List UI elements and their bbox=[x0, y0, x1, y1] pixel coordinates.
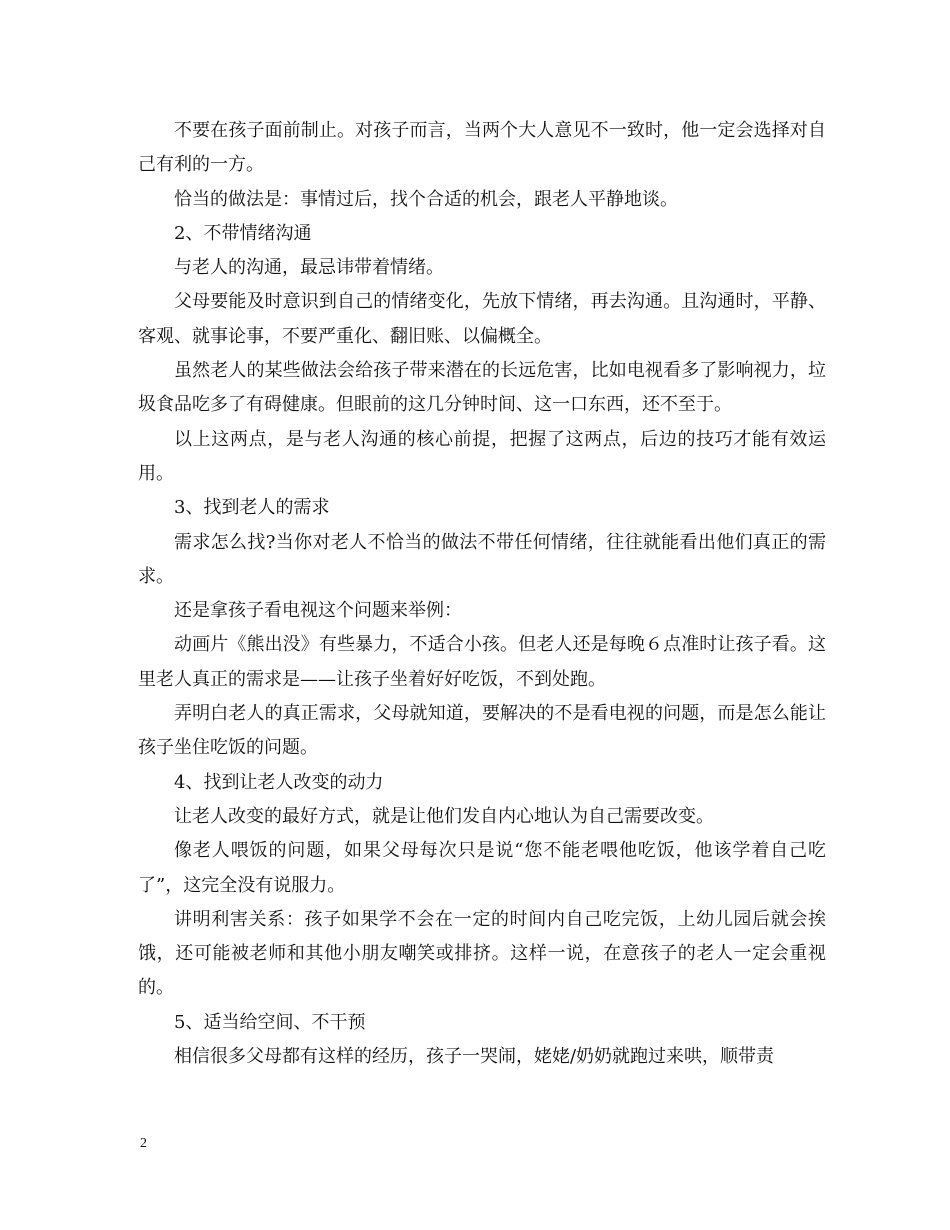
section-heading-5: 5、适当给空间、不干预 bbox=[174, 1011, 366, 1033]
body-text bbox=[138, 114, 826, 1074]
paragraph-10: 弄明白老人的真正需求，父母就知道，要解决的不是看电视的问题，而是怎么能让孩子坐住吃饭的问题。 bbox=[138, 703, 826, 759]
section-heading-2: 2、不带情绪沟通 bbox=[174, 222, 312, 244]
paragraph-12: 像老人喂饭的问题，如果父母每次只是说“您不能老喂他吃饭，他该学着自己吃了”，这完全没有说服力。 bbox=[138, 840, 826, 896]
paragraph-8: 还是拿孩子看电视这个问题来举例： bbox=[174, 600, 462, 622]
paragraph-6: 以上这两点，是与老人沟通的核心前提，把握了这两点，后边的技巧才能有效运用。 bbox=[138, 428, 826, 484]
paragraph-5: 虽然老人的某些做法会给孩子带来潜在的长远危害，比如电视看多了影响视力，垃圾食品吃多了有碍健康。但眼前的这几分钟时间、这一口东西，还不至于。 bbox=[138, 360, 826, 416]
paragraph-14: 相信很多父母都有这样的经历，孩子一哭闹，姥姥/奶奶就跑过来哄，顺带责 bbox=[174, 1046, 775, 1068]
section-heading-4: 4、找到让老人改变的动力 bbox=[174, 771, 384, 793]
paragraph-1: 不要在孩子面前制止。对孩子而言，当两个大人意见不一致时，他一定会选择对自己有利的一方。 bbox=[138, 120, 826, 176]
paragraph-4: 父母要能及时意识到自己的情绪变化，先放下情绪，再去沟通。且沟通时，平静、客观、就事论事，不要严重化、翻旧账、以偏概全。 bbox=[138, 291, 826, 347]
paragraph-2: 恰当的做法是：事情过后，找个合适的机会，跟老人平静地谈。 bbox=[174, 188, 678, 210]
paragraph-13: 讲明利害关系：孩子如果学不会在一定的时间内自己吃完饭，上幼儿园后就会挨饿，还可能被老师和其他小朋友嘲笑或排挤。这样一说，在意孩子的老人一定会重视的。 bbox=[138, 908, 826, 999]
paragraph-7: 需求怎么找?当你对老人不恰当的做法不带任何情绪，往往就能看出他们真正的需求。 bbox=[138, 531, 826, 587]
section-heading-3: 3、找到老人的需求 bbox=[174, 497, 330, 519]
page-number: 2 bbox=[140, 1136, 147, 1151]
paragraph-3: 与老人的沟通，最忌讳带着情绪。 bbox=[174, 257, 444, 279]
paragraph-9: 动画片《熊出没》有些暴力，不适合小孩。但老人还是每晚６点准时让孩子看。这里老人真正的需求是——让孩子坐着好好吃饭，不到处跑。 bbox=[138, 634, 826, 690]
paragraph-11: 让老人改变的最好方式，就是让他们发自内心地认为自己需要改变。 bbox=[174, 805, 714, 827]
